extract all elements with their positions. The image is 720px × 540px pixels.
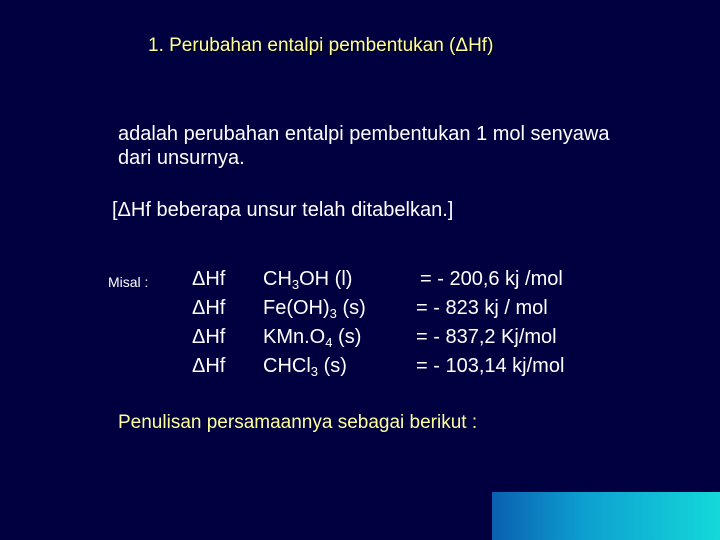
enthalpy-value: = - 823 kj / mol	[416, 297, 548, 319]
enthalpy-symbol: ΔHf	[192, 297, 226, 319]
decorative-gradient-block	[492, 492, 720, 540]
enthalpy-symbol: ΔHf	[192, 268, 226, 290]
compound-formula: CHCl$_3$ (s)	[263, 355, 347, 379]
footer-text: Penulisan persamaannya sebagai berikut :	[118, 412, 478, 433]
enthalpy-value: = - 103,14 kj/mol	[416, 355, 565, 377]
misal-label: Misal :	[108, 274, 149, 290]
enthalpy-value: = - 837,2 Kj/mol	[416, 326, 557, 348]
enthalpy-symbol: ΔHf	[192, 355, 226, 377]
definition-text: adalah perubahan entalpi pembentukan 1 mol senyawa dari unsurnya.	[118, 123, 610, 169]
compound-formula: $KMn.O_4$ (s)	[263, 326, 362, 350]
compound-formula: $Fe(OH)_3$ (s)	[263, 297, 366, 321]
table-note: [ΔHf beberapa unsur telah ditabelkan.]	[112, 199, 454, 221]
compound-formula: $CH_3OH$ (l)	[263, 268, 353, 292]
enthalpy-symbol: ΔHf	[192, 326, 226, 348]
enthalpy-value: = - 200,6 kj /mol	[420, 268, 563, 290]
slide-title: 1. Perubahan entalpi pembentukan (ΔHf)	[148, 35, 494, 56]
